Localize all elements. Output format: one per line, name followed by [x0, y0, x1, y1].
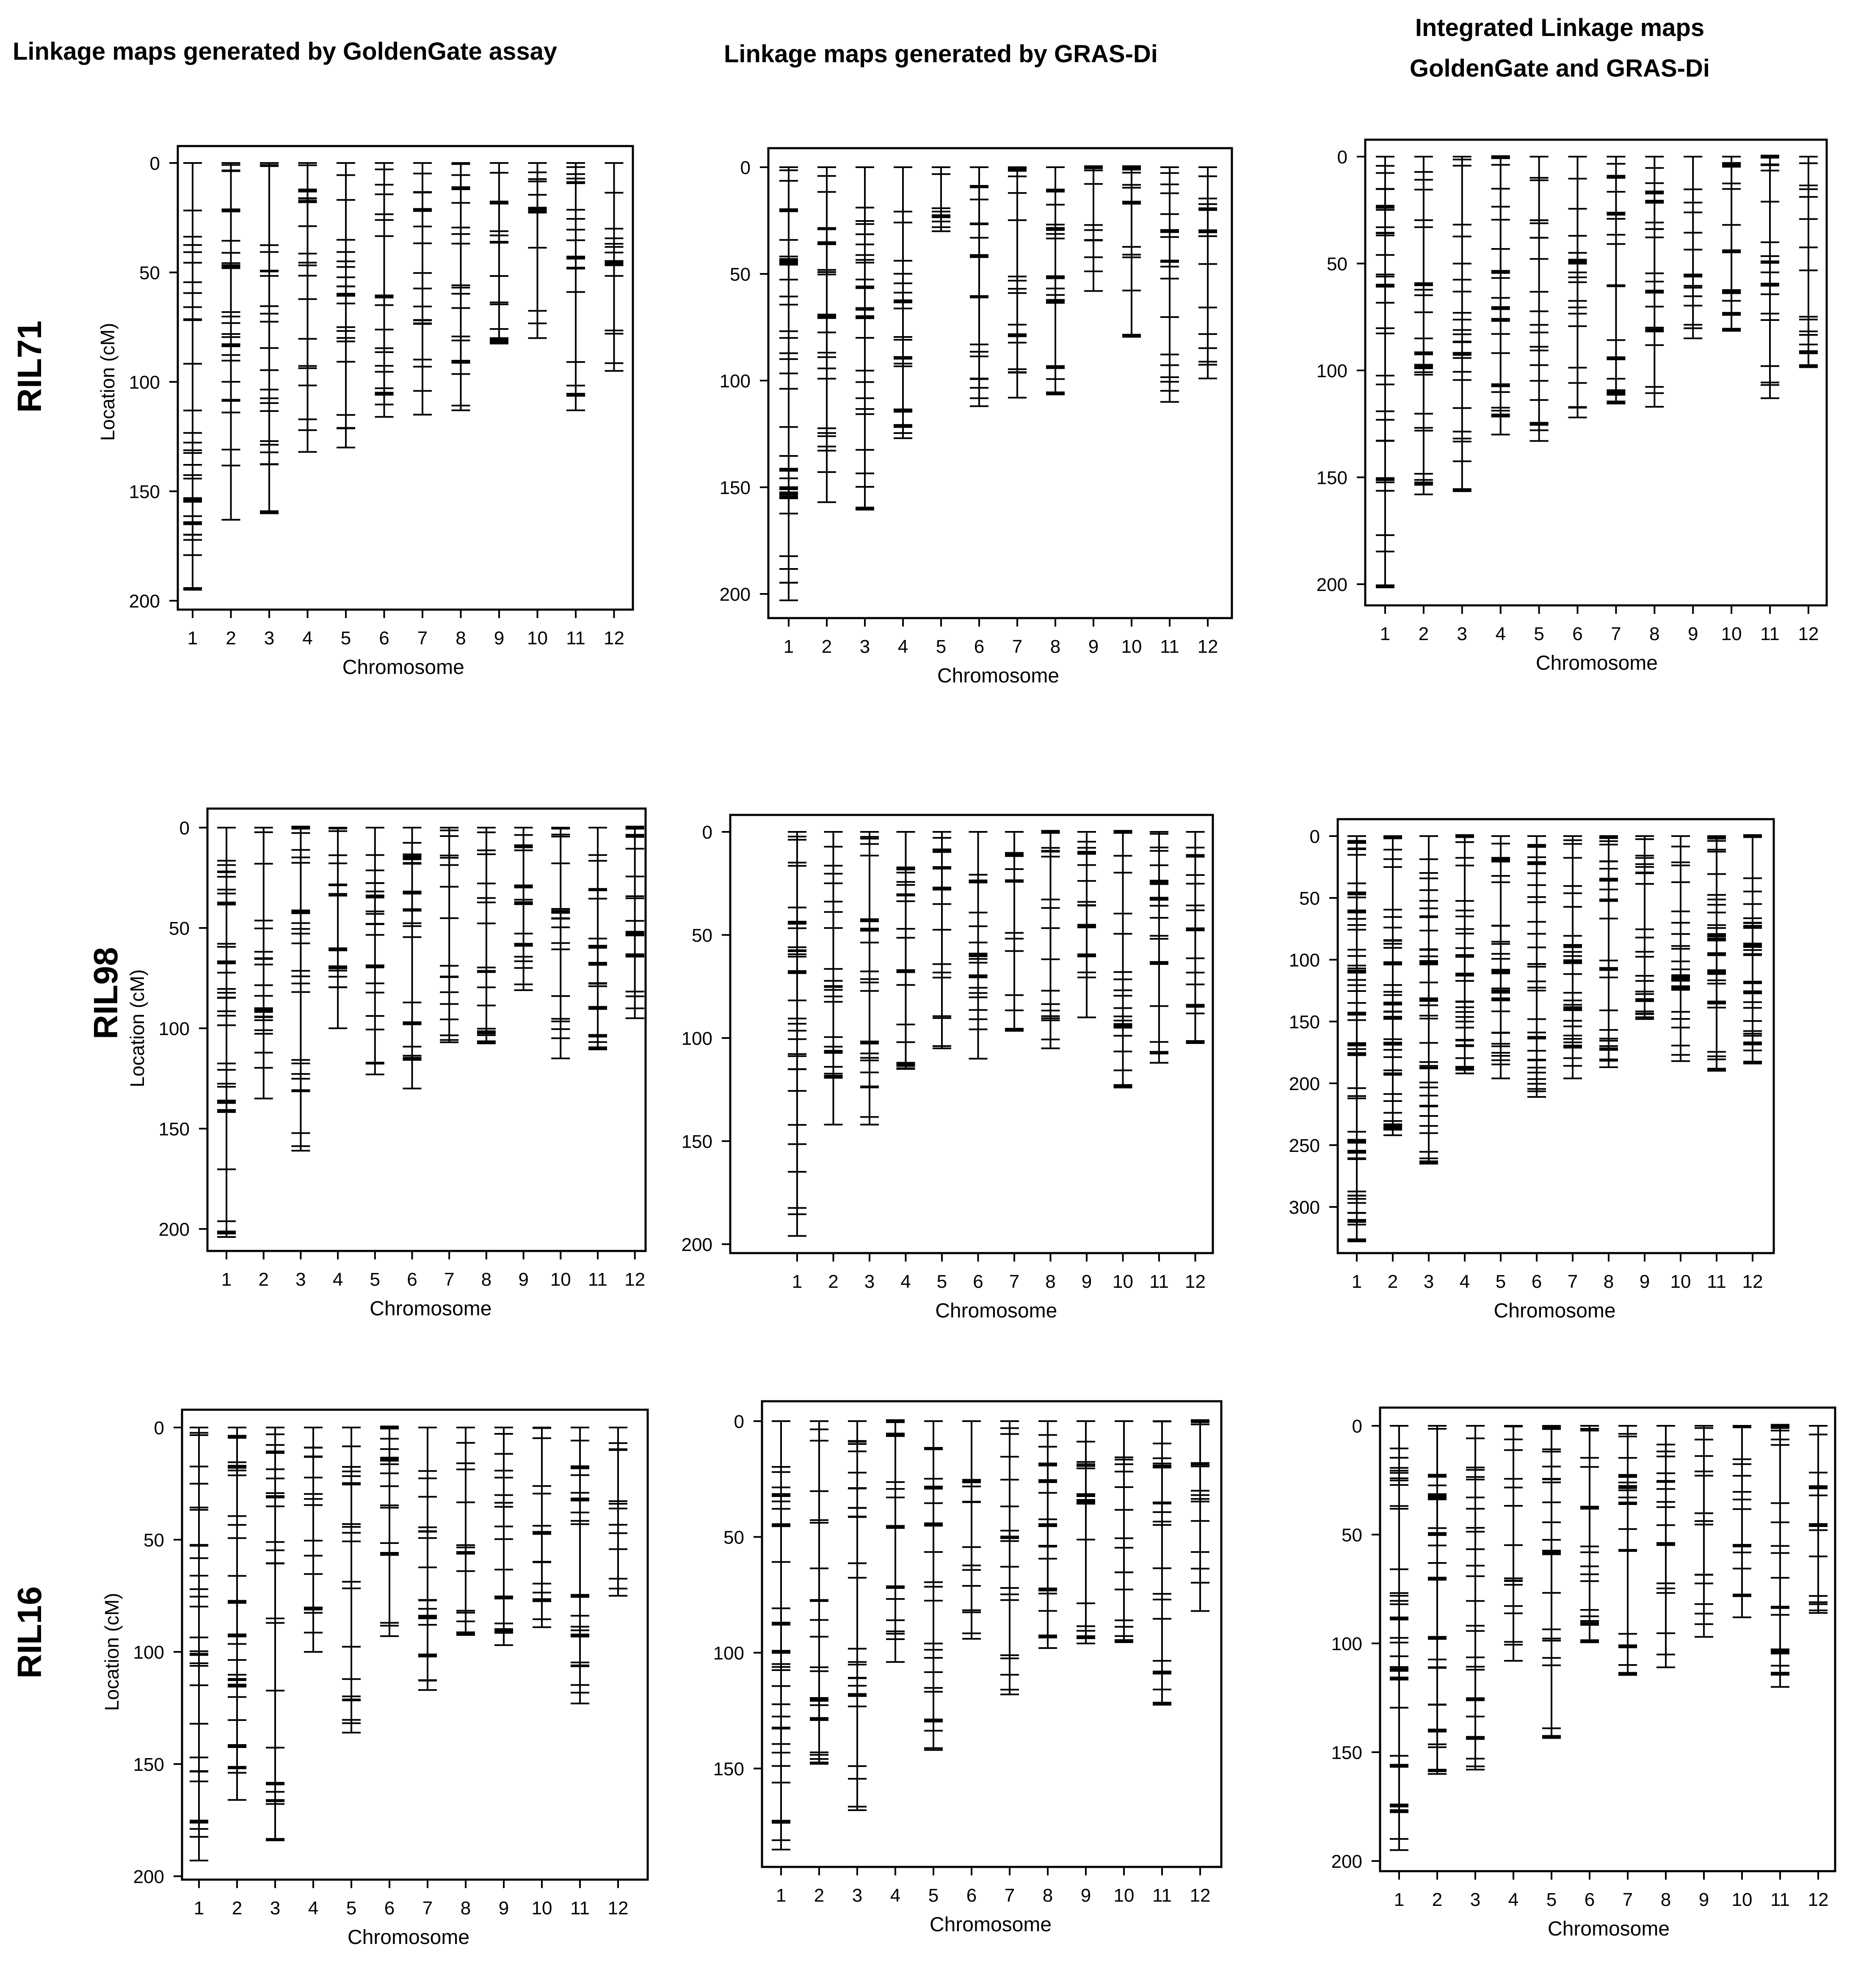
x-tick-label: 4 — [1459, 1271, 1470, 1292]
y-tick-label: 150 — [1331, 1742, 1362, 1763]
x-tick-label: 10 — [531, 1898, 552, 1919]
y-tick-label: 150 — [1289, 1012, 1320, 1033]
x-tick-label: 2 — [814, 1885, 825, 1906]
y-tick-label: 100 — [1316, 361, 1347, 381]
x-tick-label: 6 — [1572, 624, 1583, 644]
x-axis-label: Chromosome — [935, 1300, 1057, 1322]
x-tick-label: 4 — [900, 1271, 911, 1292]
row-label-ril71: RIL71 — [11, 320, 48, 413]
x-tick-label: 10 — [1721, 624, 1742, 644]
y-tick-label: 150 — [681, 1131, 712, 1152]
x-tick-label: 6 — [1531, 1271, 1542, 1292]
y-tick-label: 100 — [713, 1643, 744, 1664]
x-tick-label: 1 — [221, 1269, 232, 1290]
x-tick-label: 8 — [1603, 1271, 1614, 1292]
x-tick-label: 8 — [481, 1269, 492, 1290]
y-tick-label: 50 — [1299, 888, 1320, 909]
x-tick-label: 12 — [1798, 624, 1819, 644]
x-tick-label: 12 — [624, 1269, 646, 1290]
x-tick-label: 5 — [1546, 1889, 1557, 1910]
y-tick-label: 50 — [730, 264, 751, 285]
x-tick-label: 2 — [1432, 1889, 1443, 1910]
y-tick-label: 50 — [1327, 254, 1347, 275]
x-tick-label: 11 — [1760, 624, 1780, 644]
y-tick-label: 250 — [1289, 1135, 1320, 1156]
x-tick-label: 1 — [783, 636, 794, 657]
x-tick-label: 7 — [444, 1269, 455, 1290]
y-tick-label: 0 — [1352, 1416, 1362, 1437]
x-tick-label: 6 — [1584, 1889, 1595, 1910]
x-tick-label: 4 — [308, 1898, 319, 1919]
x-tick-label: 5 — [1534, 624, 1544, 644]
plot-frame — [182, 1410, 648, 1880]
y-tick-label: 200 — [129, 591, 160, 612]
row-label-ril16: RIL16 — [11, 1586, 48, 1679]
x-tick-label: 2 — [821, 636, 832, 657]
x-tick-label: 9 — [1639, 1271, 1650, 1292]
x-tick-label: 6 — [973, 1271, 983, 1292]
x-tick-label: 2 — [1387, 1271, 1398, 1292]
x-tick-label: 9 — [1080, 1885, 1091, 1906]
y-tick-label: 200 — [133, 1867, 164, 1887]
x-tick-label: 5 — [1495, 1271, 1506, 1292]
y-tick-label: 100 — [1289, 950, 1320, 971]
x-tick-label: 12 — [1190, 1885, 1211, 1906]
y-tick-label: 50 — [169, 918, 190, 939]
x-tick-label: 10 — [1113, 1271, 1133, 1292]
linkage-panel — [1289, 819, 1774, 1322]
x-tick-label: 7 — [1012, 636, 1023, 657]
linkage-panel — [1331, 1408, 1835, 1940]
x-tick-label: 1 — [1380, 624, 1391, 644]
x-tick-label: 5 — [936, 1271, 947, 1292]
x-tick-label: 8 — [1050, 636, 1061, 657]
x-tick-label: 5 — [346, 1898, 357, 1919]
linkage-panel — [97, 146, 633, 679]
x-tick-label: 5 — [936, 636, 947, 657]
x-tick-label: 12 — [1197, 636, 1218, 657]
x-tick-label: 10 — [1731, 1889, 1753, 1910]
x-tick-label: 9 — [1088, 636, 1099, 657]
linkage-panel — [126, 809, 646, 1320]
x-tick-label: 11 — [1160, 636, 1179, 657]
y-tick-label: 0 — [179, 818, 190, 839]
plot-frame — [1338, 819, 1774, 1253]
x-tick-label: 3 — [264, 628, 275, 649]
x-tick-label: 3 — [1423, 1271, 1434, 1292]
x-tick-label: 4 — [332, 1269, 343, 1290]
x-tick-label: 8 — [1045, 1271, 1056, 1292]
x-tick-label: 3 — [859, 636, 870, 657]
x-axis-label: Chromosome — [347, 1926, 470, 1949]
x-axis-label: Chromosome — [1547, 1918, 1670, 1940]
x-tick-label: 11 — [1149, 1271, 1169, 1292]
x-tick-label: 1 — [1351, 1271, 1362, 1292]
x-tick-label: 3 — [1470, 1889, 1481, 1910]
x-tick-label: 2 — [828, 1271, 839, 1292]
x-tick-label: 2 — [1418, 624, 1429, 644]
x-tick-label: 12 — [604, 628, 624, 649]
y-tick-label: 200 — [158, 1219, 190, 1240]
x-axis-label: Chromosome — [342, 656, 464, 679]
x-tick-label: 8 — [1649, 624, 1660, 644]
y-tick-label: 150 — [713, 1759, 744, 1780]
x-tick-label: 7 — [417, 628, 428, 649]
x-tick-label: 8 — [1042, 1885, 1053, 1906]
plot-frame — [178, 146, 633, 610]
y-tick-label: 50 — [1342, 1525, 1362, 1546]
x-tick-label: 11 — [588, 1269, 607, 1290]
x-tick-label: 3 — [1457, 624, 1468, 644]
y-tick-label: 150 — [133, 1754, 164, 1775]
x-tick-label: 11 — [1152, 1885, 1172, 1906]
x-tick-label: 2 — [258, 1269, 269, 1290]
x-tick-label: 9 — [518, 1269, 529, 1290]
x-tick-label: 6 — [966, 1885, 977, 1906]
x-tick-label: 4 — [302, 628, 313, 649]
x-tick-label: 12 — [1808, 1889, 1829, 1910]
y-tick-label: 200 — [1289, 1074, 1320, 1094]
y-tick-label: 200 — [1316, 574, 1347, 595]
y-tick-label: 150 — [158, 1119, 190, 1140]
x-tick-label: 1 — [792, 1271, 803, 1292]
y-tick-label: 0 — [740, 157, 751, 178]
x-tick-label: 9 — [498, 1898, 509, 1919]
y-tick-label: 0 — [702, 822, 712, 843]
x-tick-label: 2 — [226, 628, 236, 649]
linkage-panel — [1317, 140, 1827, 674]
x-tick-label: 6 — [974, 636, 985, 657]
x-tick-label: 6 — [384, 1898, 395, 1919]
x-tick-label: 1 — [776, 1885, 787, 1906]
x-tick-label: 10 — [1121, 636, 1142, 657]
x-axis-label: Chromosome — [370, 1298, 492, 1320]
y-tick-label: 100 — [129, 372, 160, 393]
x-tick-label: 3 — [852, 1885, 863, 1906]
column-title-line: Linkage maps generated by GoldenGate assay — [13, 38, 558, 65]
y-tick-label: 100 — [681, 1028, 712, 1049]
y-tick-label: 50 — [144, 1530, 164, 1551]
x-tick-label: 7 — [1622, 1889, 1633, 1910]
x-tick-label: 10 — [1670, 1271, 1691, 1292]
x-axis-label: Chromosome — [937, 665, 1060, 687]
y-tick-label: 0 — [154, 1418, 164, 1439]
x-tick-label: 2 — [232, 1898, 243, 1919]
y-tick-label: 0 — [1309, 826, 1320, 847]
column-title-line: GoldenGate and GRAS-Di — [1410, 55, 1710, 82]
y-axis-label: Location (cM) — [101, 1593, 123, 1711]
y-tick-label: 200 — [719, 584, 751, 605]
plot-frame — [762, 1401, 1221, 1867]
linkage-panel — [101, 1410, 648, 1949]
y-tick-label: 0 — [149, 153, 160, 174]
x-tick-label: 3 — [864, 1271, 875, 1292]
x-tick-label: 12 — [1185, 1271, 1206, 1292]
y-tick-label: 100 — [719, 371, 751, 392]
x-tick-label: 12 — [1742, 1271, 1763, 1292]
x-tick-label: 7 — [422, 1898, 433, 1919]
x-axis-label: Chromosome — [1494, 1300, 1616, 1322]
y-axis-label: Location (cM) — [126, 969, 148, 1088]
y-tick-label: 300 — [1289, 1197, 1320, 1218]
x-tick-label: 4 — [1495, 624, 1506, 644]
plot-frame — [1380, 1408, 1835, 1871]
x-tick-label: 3 — [270, 1898, 281, 1919]
row-label-ril98: RIL98 — [87, 947, 124, 1039]
x-tick-label: 10 — [527, 628, 548, 649]
y-tick-label: 100 — [133, 1642, 164, 1663]
x-tick-label: 4 — [897, 636, 908, 657]
y-tick-label: 200 — [1331, 1851, 1362, 1872]
y-tick-label: 200 — [681, 1234, 712, 1255]
x-tick-label: 1 — [193, 1898, 204, 1919]
y-tick-label: 150 — [719, 478, 751, 498]
y-tick-label: 150 — [129, 481, 160, 503]
linkage-panel — [720, 148, 1232, 687]
y-tick-label: 0 — [1337, 147, 1347, 168]
x-tick-label: 7 — [1004, 1885, 1015, 1906]
linkage-panel — [713, 1401, 1221, 1936]
plot-frame — [207, 809, 646, 1251]
plot-frame — [1365, 140, 1827, 605]
x-tick-label: 11 — [570, 1898, 590, 1919]
x-tick-label: 7 — [1009, 1271, 1020, 1292]
x-axis-label: Chromosome — [1535, 652, 1658, 674]
x-tick-label: 7 — [1567, 1271, 1578, 1292]
y-axis-label: Location (cM) — [97, 323, 119, 441]
x-tick-label: 8 — [456, 628, 466, 649]
x-tick-label: 1 — [187, 628, 198, 649]
x-tick-label: 8 — [1660, 1889, 1671, 1910]
x-tick-label: 10 — [1113, 1885, 1135, 1906]
x-tick-label: 6 — [407, 1269, 417, 1290]
x-tick-label: 9 — [1698, 1889, 1709, 1910]
y-tick-label: 50 — [692, 925, 712, 946]
y-tick-label: 50 — [139, 262, 160, 284]
x-tick-label: 3 — [295, 1269, 306, 1290]
x-tick-label: 7 — [1611, 624, 1621, 644]
x-tick-label: 9 — [494, 628, 505, 649]
x-tick-label: 8 — [460, 1898, 471, 1919]
x-tick-label: 1 — [1394, 1889, 1405, 1910]
y-tick-label: 100 — [158, 1019, 190, 1039]
x-tick-label: 9 — [1687, 624, 1698, 644]
x-tick-label: 4 — [1508, 1889, 1519, 1910]
y-tick-label: 150 — [1316, 467, 1347, 489]
linkage-panel — [682, 815, 1213, 1322]
y-tick-label: 100 — [1331, 1634, 1362, 1654]
x-tick-label: 5 — [340, 628, 351, 649]
x-axis-label: Chromosome — [929, 1913, 1052, 1936]
x-tick-label: 5 — [370, 1269, 381, 1290]
x-tick-label: 5 — [928, 1885, 939, 1906]
column-title-line: Linkage maps generated by GRAS-Di — [724, 40, 1158, 68]
x-tick-label: 12 — [607, 1898, 629, 1919]
x-tick-label: 11 — [1707, 1271, 1726, 1292]
y-tick-label: 50 — [723, 1527, 744, 1548]
x-tick-label: 6 — [379, 628, 389, 649]
x-tick-label: 11 — [1770, 1889, 1790, 1910]
x-tick-label: 10 — [550, 1269, 571, 1290]
plot-frame — [768, 148, 1232, 618]
x-tick-label: 9 — [1081, 1271, 1092, 1292]
x-tick-label: 4 — [890, 1885, 901, 1906]
column-title-line: Integrated Linkage maps — [1415, 14, 1705, 41]
y-tick-label: 0 — [734, 1411, 744, 1432]
x-tick-label: 11 — [566, 628, 585, 649]
